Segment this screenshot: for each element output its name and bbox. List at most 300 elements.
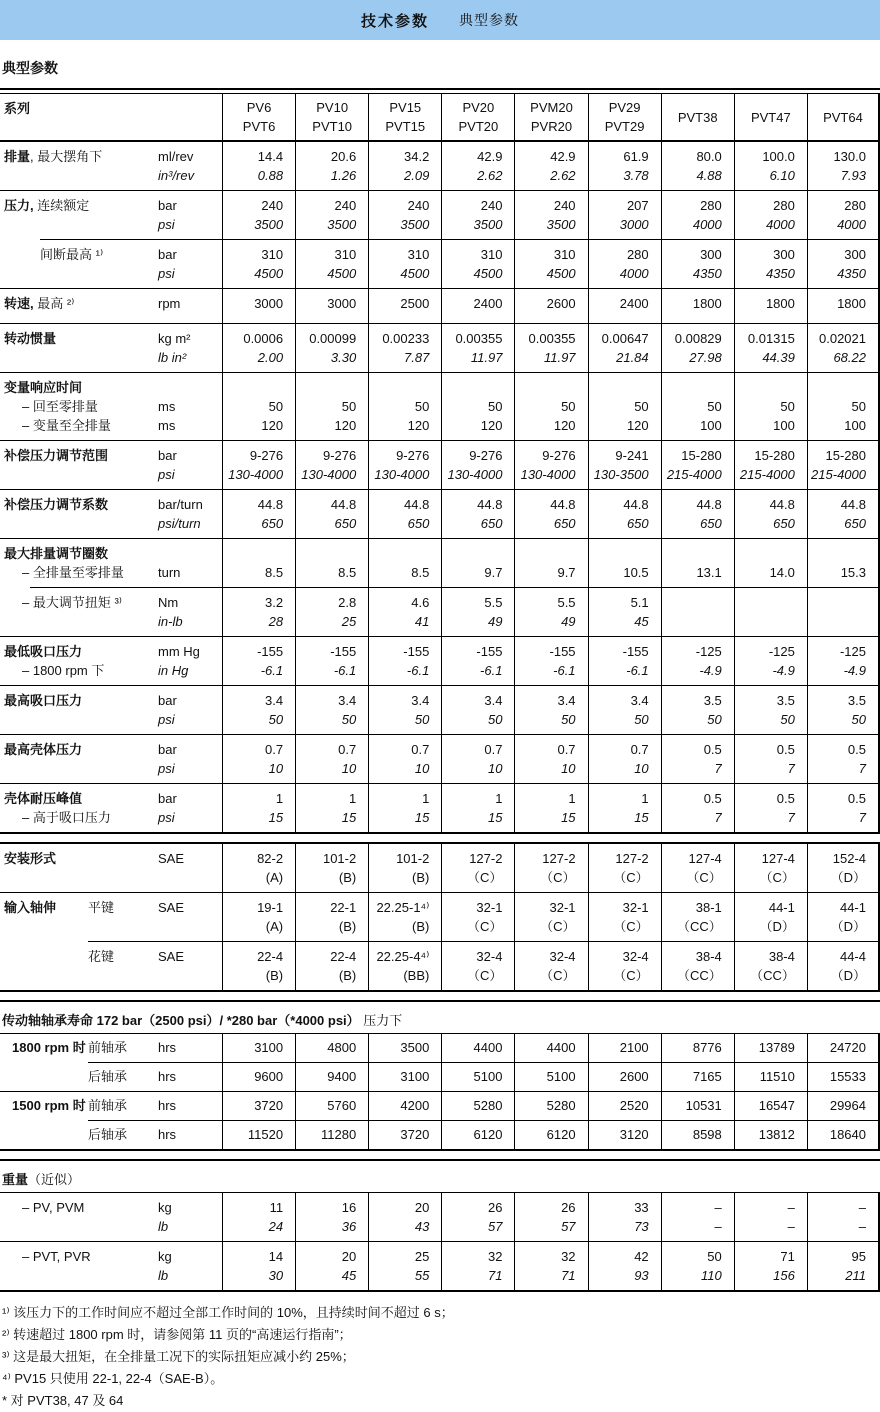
row-label-main	[0, 642, 105, 680]
row-unit	[158, 691, 222, 729]
row-unit	[158, 1198, 222, 1236]
cell-line: 55	[414, 1268, 430, 1283]
row-label-main	[0, 740, 88, 778]
cell-line: 5100	[473, 1069, 503, 1084]
table-cell	[368, 490, 441, 538]
cell-line: 6120	[546, 1127, 576, 1142]
cell-line: PVT29	[604, 119, 645, 134]
table-cell	[588, 191, 661, 239]
cell-line: 0.02021	[819, 331, 866, 346]
table-cell	[441, 324, 514, 372]
cell-line: （C）	[613, 870, 649, 885]
cell-line: 211	[845, 1268, 866, 1283]
row-label-main	[0, 849, 88, 887]
cell-line: 3.4	[338, 693, 357, 708]
cell-line: 30	[268, 1268, 284, 1283]
cell-line: (A)	[265, 919, 284, 934]
cell-line: 50	[634, 712, 649, 727]
row-label-mid	[88, 642, 158, 680]
row-label-mid	[88, 196, 158, 234]
cell-line: 2600	[619, 1069, 649, 1084]
table-row	[0, 1121, 880, 1149]
cell-line: 11.97	[543, 350, 576, 365]
row-unit	[158, 99, 222, 135]
table-row	[0, 289, 880, 323]
table-cell	[734, 191, 807, 239]
row-label-mid	[88, 1067, 158, 1087]
cell-line: 50	[634, 399, 649, 414]
cell-line: 650	[261, 516, 284, 531]
table-cell	[661, 893, 734, 941]
unit-label: bar/turn	[158, 497, 203, 512]
table-cell	[441, 94, 514, 140]
table-cell	[807, 94, 880, 140]
table-cell	[295, 1092, 368, 1120]
cell-line: 42.9	[477, 149, 503, 164]
unit-label: in Hg	[158, 663, 189, 678]
row-label-main	[0, 947, 88, 985]
cell-line: 100	[700, 418, 722, 433]
cell-line: PV10	[316, 100, 349, 115]
unit-label: bar	[158, 693, 177, 708]
table-cell	[441, 1193, 514, 1241]
cell-line: 215-4000	[811, 467, 866, 482]
row-label	[0, 1242, 222, 1290]
table-cell	[734, 94, 807, 140]
label-line	[4, 789, 88, 808]
cell-line: 240	[480, 198, 503, 213]
unit-label: hrs	[158, 1040, 177, 1055]
table-cell	[441, 1063, 514, 1091]
cell-line: （C）	[467, 870, 503, 885]
caption-text: （近似）	[28, 1172, 81, 1187]
cell-line: 4200	[400, 1098, 430, 1113]
cell-line: 2.62	[477, 168, 503, 183]
row-label	[0, 94, 222, 140]
cell-line: 16547	[758, 1098, 795, 1113]
row-label-main	[0, 245, 104, 283]
table-cell	[514, 637, 587, 685]
table-cell	[588, 686, 661, 734]
cell-line: 11.97	[470, 350, 503, 365]
cell-line: 310	[334, 247, 357, 262]
cell-line: 8.5	[265, 565, 284, 580]
table-cell	[441, 735, 514, 783]
cell-line: 3500	[473, 217, 503, 232]
table-cell	[295, 1121, 368, 1149]
row-label-main	[0, 1247, 91, 1285]
label-mid-line: 花键	[88, 949, 115, 964]
table-cell	[368, 893, 441, 941]
unit-label: ms	[158, 399, 176, 414]
cell-line: 120	[480, 418, 503, 433]
cell-line	[735, 612, 795, 631]
table-divider	[0, 832, 880, 844]
cell-line: 3100	[254, 1040, 284, 1055]
table-row	[0, 324, 880, 372]
cell-line: 9600	[254, 1069, 284, 1084]
table-cell	[368, 1121, 441, 1149]
cell-line: 95	[851, 1249, 866, 1264]
table-cell	[588, 844, 661, 892]
table-cell	[661, 324, 734, 372]
cell-line: 207	[626, 198, 649, 213]
cell-line: 120	[334, 418, 357, 433]
cell-line: 0.7	[411, 742, 430, 757]
table-cell	[807, 1034, 880, 1062]
table-cell	[734, 893, 807, 941]
table-cell	[661, 686, 734, 734]
table-cell	[734, 1063, 807, 1091]
cell-line: 38-1	[695, 900, 722, 915]
table-cell	[734, 784, 807, 832]
section-title: 典型参数	[2, 60, 58, 76]
cell-line: PV6	[246, 100, 272, 115]
cell-line: 44.8	[257, 497, 284, 512]
row-label	[0, 373, 222, 440]
table-cell	[661, 373, 734, 440]
cell-line: （C）	[467, 968, 503, 983]
cell-line: 3500	[254, 217, 284, 232]
cell-line: 3500	[327, 217, 357, 232]
table-cell	[441, 142, 514, 190]
cell-line: 50	[561, 399, 576, 414]
cell-line: 15	[268, 810, 284, 825]
cell-line: 4400	[473, 1040, 503, 1055]
table-cell	[222, 240, 295, 288]
table-row	[0, 735, 880, 783]
table-cell	[734, 490, 807, 538]
row-unit	[158, 1038, 222, 1058]
cell-line: 50	[780, 712, 795, 727]
cell-line: （D）	[759, 919, 795, 934]
table-cell	[661, 784, 734, 832]
cell-line: -155	[403, 644, 430, 659]
table-cell	[368, 191, 441, 239]
cell-line	[442, 544, 502, 563]
cell-line: 650	[700, 516, 722, 531]
table-row	[0, 94, 880, 140]
footnote-line: ⁴⁾ PV15 只使用 22-1, 22-4（SAE-B）。	[2, 1371, 224, 1386]
row-unit	[158, 495, 222, 533]
cell-line: 50	[851, 712, 866, 727]
row-label-mid	[88, 947, 158, 985]
row-label-mid	[88, 99, 158, 135]
table-cell	[661, 735, 734, 783]
cell-line: 100	[773, 418, 795, 433]
cell-line: 1	[348, 791, 357, 806]
table-cell	[734, 1242, 807, 1290]
unit-label: hrs	[158, 1098, 177, 1113]
table-row	[0, 1092, 880, 1120]
cell-line: 8776	[692, 1040, 722, 1055]
label-mid-line: 后轴承	[88, 1069, 128, 1084]
cell-line: (A)	[265, 870, 284, 885]
table-cell	[441, 844, 514, 892]
cell-line: 7	[787, 810, 795, 825]
label-line	[22, 593, 122, 612]
cell-line: 9.7	[484, 565, 503, 580]
unit-label: SAE	[158, 851, 185, 866]
cell-line: -6.1	[260, 663, 284, 678]
table-cell	[734, 373, 807, 440]
cell-line: 16	[341, 1200, 357, 1215]
cell-line: 21.84	[616, 350, 649, 365]
table-cell	[222, 94, 295, 140]
table-cell	[368, 844, 441, 892]
table-cell	[734, 686, 807, 734]
row-unit	[158, 378, 222, 435]
cell-line: 7	[787, 761, 795, 776]
label-line	[40, 245, 104, 264]
row-label-mid	[88, 789, 158, 827]
table-cell	[588, 539, 661, 587]
cell-line: 22-1	[330, 900, 357, 915]
cell-line: 310	[480, 247, 503, 262]
label-line	[4, 740, 88, 759]
cell-line: 4500	[473, 266, 503, 281]
table-cell	[368, 1242, 441, 1290]
table-cell	[368, 637, 441, 685]
cell-line: 3720	[400, 1127, 430, 1142]
row-label	[0, 324, 222, 372]
label-mid-line: 后轴承	[88, 1127, 128, 1142]
cell-line: -155	[622, 644, 649, 659]
table-row	[0, 942, 880, 990]
row-label-main	[0, 1067, 88, 1087]
cell-line: 15-280	[825, 448, 866, 463]
table-cell	[734, 240, 807, 288]
row-label-mid	[88, 294, 158, 318]
row-label	[0, 1092, 222, 1120]
cell-line: 130-3500	[593, 467, 649, 482]
cell-line: 25	[341, 614, 357, 629]
row-label-main	[0, 196, 88, 234]
label-line	[12, 1096, 88, 1115]
row-unit	[158, 1067, 222, 1087]
table-cell	[661, 240, 734, 288]
cell-line: 3500	[546, 217, 576, 232]
table-cell	[441, 686, 514, 734]
cell-line: 650	[773, 516, 795, 531]
cell-line: 29964	[829, 1098, 866, 1113]
cell-line: 44.8	[840, 497, 866, 512]
table-cell	[222, 686, 295, 734]
cell-line: 93	[634, 1268, 649, 1283]
cell-line: 44.39	[762, 350, 795, 365]
cell-line: 6120	[473, 1127, 503, 1142]
table-cell	[734, 324, 807, 372]
table-cell	[588, 1034, 661, 1062]
table-cell	[368, 588, 441, 636]
cell-line: PVT64	[823, 109, 863, 125]
cell-line: 24720	[829, 1040, 866, 1055]
cell-line: 4500	[254, 266, 284, 281]
label-text: 变量响应时间	[4, 380, 83, 395]
cell-line: 650	[407, 516, 430, 531]
table-cell	[807, 240, 880, 288]
cell-line: 0.5	[703, 742, 722, 757]
cell-line: 130-4000	[228, 467, 284, 482]
table-cell	[807, 441, 880, 489]
cell-line: 14.0	[769, 565, 795, 580]
cell-line: 110	[701, 1268, 722, 1283]
unit-label: lb	[158, 1268, 169, 1283]
cell-line: 50	[414, 399, 430, 414]
table-cell	[441, 191, 514, 239]
cell-line: （CC）	[676, 968, 722, 983]
unit-label: lb in²	[158, 350, 187, 365]
cell-line: 50	[487, 712, 503, 727]
row-label-mid	[88, 147, 158, 185]
table-cell	[368, 373, 441, 440]
table-cell	[295, 735, 368, 783]
cell-line: 9-276	[396, 448, 430, 463]
cell-line: 22.25-1⁴⁾	[376, 900, 430, 915]
cell-line: 300	[844, 247, 866, 262]
table-cell	[222, 784, 295, 832]
table-cell	[514, 94, 587, 140]
caption-text: 172 bar（2500 psi）/ *280 bar（*4000 psi）	[93, 1013, 360, 1028]
cell-line: 0.7	[484, 742, 503, 757]
cell-line: 240	[261, 198, 284, 213]
cell-line: 3500	[400, 217, 430, 232]
cell-line: 7165	[692, 1069, 722, 1084]
cell-line: 44.8	[477, 497, 503, 512]
table-cell	[368, 539, 441, 587]
cell-line: 310	[553, 247, 576, 262]
cell-line: –	[787, 1200, 795, 1215]
cell-line: -4.9	[699, 663, 722, 678]
row-label	[0, 289, 222, 323]
table-cell	[588, 490, 661, 538]
table-cell	[661, 539, 734, 587]
table-cell	[588, 1092, 661, 1120]
cell-line: 50	[707, 399, 722, 414]
row-unit	[158, 196, 222, 234]
table-row	[0, 539, 880, 587]
table-cell	[295, 373, 368, 440]
caption-text: 重量	[2, 1172, 29, 1187]
row-unit	[158, 1125, 222, 1145]
cell-line: 8598	[692, 1127, 722, 1142]
table-cell	[441, 441, 514, 489]
row-label-main	[0, 495, 109, 533]
cell-line: 130-4000	[301, 467, 357, 482]
cell-line: 14.4	[257, 149, 284, 164]
row-label-main	[0, 1038, 88, 1058]
row-unit	[158, 1096, 222, 1116]
label-line	[22, 397, 98, 416]
section-caption	[0, 1166, 880, 1193]
table-cell	[514, 1242, 587, 1290]
cell-line: 32	[561, 1249, 576, 1264]
cell-line: 71	[561, 1268, 576, 1283]
cell-line: 101-2	[322, 851, 357, 866]
cell-line: 3120	[619, 1127, 649, 1142]
table-row	[0, 490, 880, 538]
label-text: 间断最高 ¹⁾	[40, 247, 104, 262]
cell-line: 3.5	[847, 693, 866, 708]
cell-line: 2.09	[404, 168, 430, 183]
cell-line: 3100	[400, 1069, 430, 1084]
cell-line: 152-4	[832, 851, 866, 866]
row-label-mid	[88, 1125, 158, 1145]
cell-line: 13.1	[696, 565, 722, 580]
cell-line: （D）	[830, 919, 866, 934]
cell-line: PVT6	[242, 119, 276, 134]
cell-line: 3.4	[411, 693, 430, 708]
cell-line: (B)	[411, 919, 430, 934]
table-cell	[661, 1121, 734, 1149]
label-text: 排量	[4, 149, 31, 164]
cell-line: 50	[487, 399, 503, 414]
label-line	[22, 661, 105, 680]
table-row	[0, 1242, 880, 1290]
cell-line: 45	[341, 1268, 357, 1283]
cell-line: -4.9	[772, 663, 795, 678]
table-cell	[514, 1034, 587, 1062]
cell-line: 15-280	[681, 448, 722, 463]
table-cell	[661, 191, 734, 239]
label-text: 1800 rpm 时	[12, 1040, 86, 1055]
cell-line: 10.5	[623, 565, 649, 580]
unit-label: lb	[158, 1219, 169, 1234]
table-divider	[0, 990, 880, 1002]
cell-line: 127-4	[688, 851, 722, 866]
row-unit	[158, 593, 222, 631]
table-cell	[441, 588, 514, 636]
table-cell	[222, 289, 295, 323]
label-text: 连续额定	[33, 198, 90, 213]
table-cell	[734, 142, 807, 190]
row-label	[0, 539, 222, 587]
banner-subtitle: 典型参数	[459, 12, 519, 28]
row-unit	[158, 294, 222, 318]
cell-line: 3000	[254, 296, 284, 311]
label-line	[22, 563, 124, 582]
cell-line: 5.5	[484, 595, 503, 610]
cell-line: 5.5	[557, 595, 576, 610]
cell-line: 1	[641, 791, 649, 806]
label-line	[22, 416, 111, 435]
cell-line: （C）	[540, 870, 576, 885]
cell-line: 61.9	[623, 149, 649, 164]
row-label	[0, 1063, 222, 1091]
cell-line: 57	[561, 1219, 576, 1234]
table-cell	[441, 1092, 514, 1120]
cell-line: 3.2	[265, 595, 284, 610]
cell-line	[735, 544, 795, 563]
row-label-main	[0, 789, 111, 827]
table-divider	[0, 1290, 880, 1292]
cell-line: 3.78	[623, 168, 649, 183]
cell-line: 156	[773, 1268, 795, 1283]
table-cell	[807, 1121, 880, 1149]
cell-line: 0.5	[703, 791, 722, 806]
cell-line: 50	[414, 712, 430, 727]
table-cell	[222, 1092, 295, 1120]
cell-line	[662, 544, 722, 563]
cell-line: 4350	[837, 266, 866, 281]
table-cell	[222, 441, 295, 489]
cell-line: 45	[634, 614, 649, 629]
label-line	[4, 196, 88, 215]
cell-line: -155	[549, 644, 576, 659]
table-cell	[514, 324, 587, 372]
cell-line: 5100	[546, 1069, 576, 1084]
cell-line: 650	[844, 516, 866, 531]
